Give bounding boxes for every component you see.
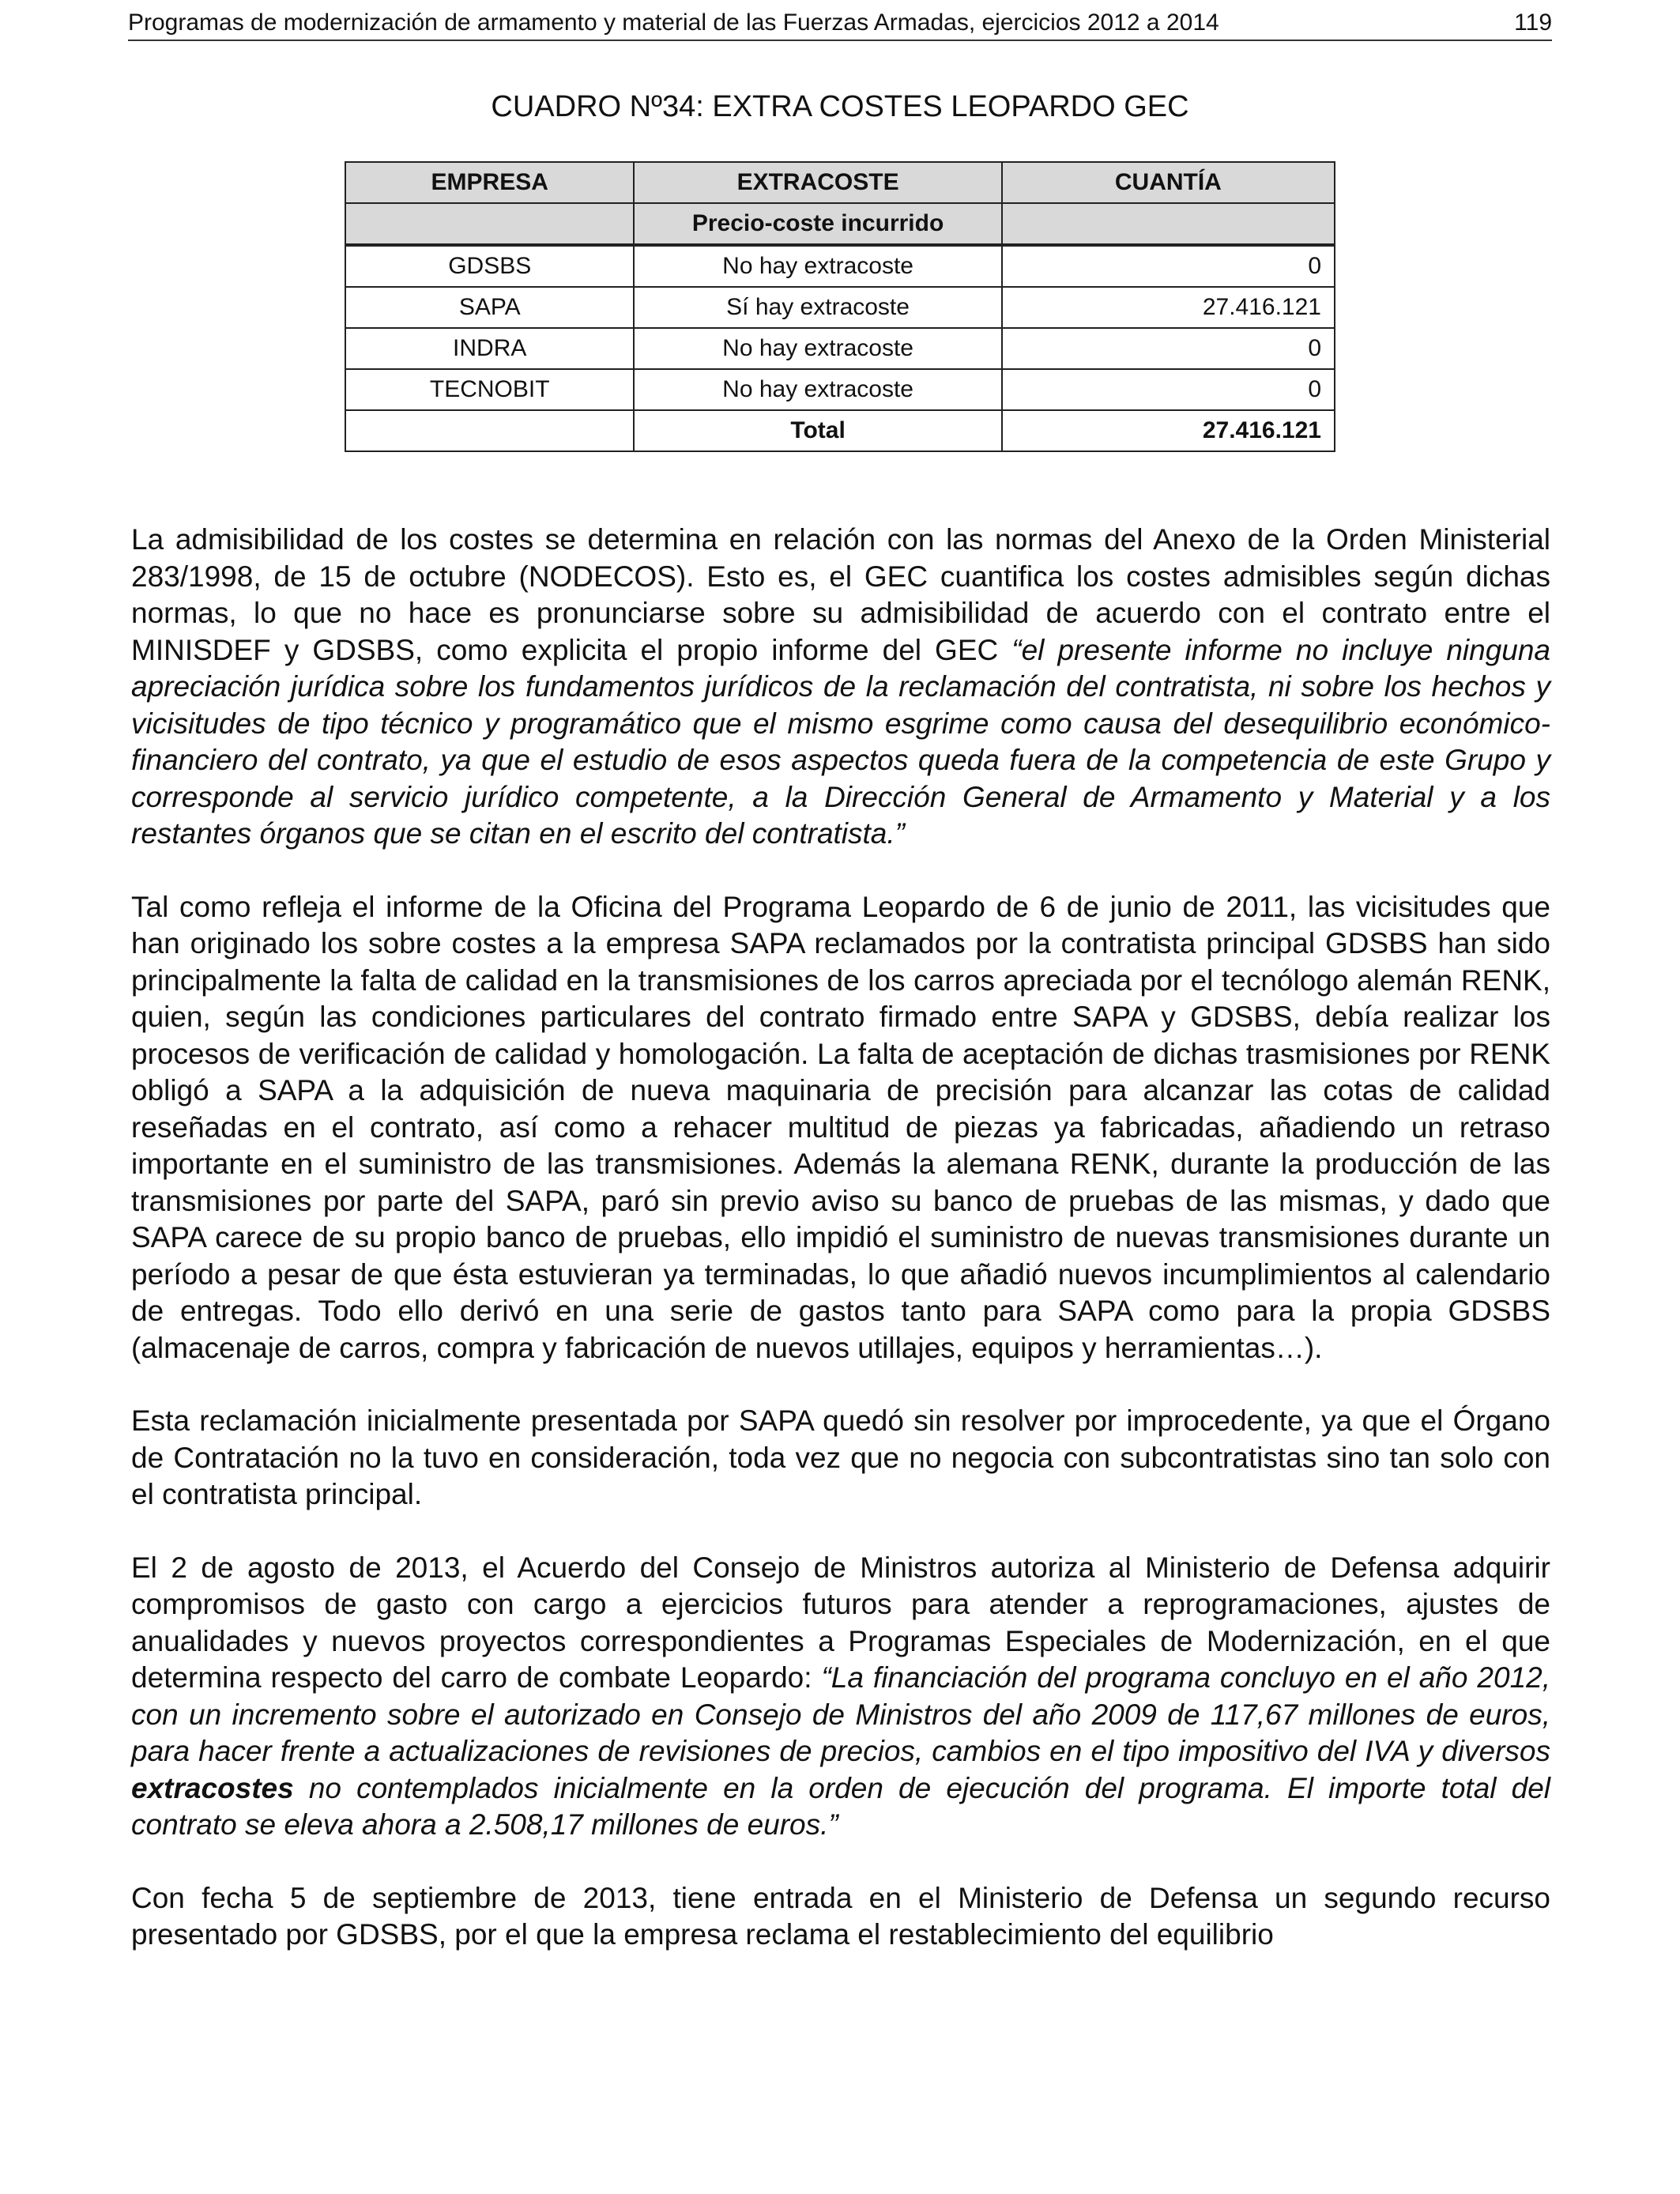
- page-header: [128, 8, 1552, 41]
- subheader-empty: [345, 203, 634, 245]
- table-total-row: [345, 410, 1335, 451]
- table-subheader-row: [345, 203, 1335, 245]
- paragraph-1: [131, 522, 1550, 853]
- cell-cuantia: 0: [1002, 369, 1335, 410]
- column-header-empresa: EMPRESA: [345, 162, 634, 203]
- column-header-extracoste: EXTRACOSTE: [634, 162, 1001, 203]
- paragraph-4: [131, 1550, 1550, 1844]
- subheader-empty: [1002, 203, 1335, 245]
- cell-extracoste: No hay extracoste: [634, 369, 1001, 410]
- cell-cuantia: 0: [1002, 245, 1335, 287]
- paragraph-4-emphasis: extracostes: [131, 1771, 294, 1804]
- table-row: [345, 328, 1335, 369]
- subheader-precio-coste: Precio-coste incurrido: [634, 203, 1001, 245]
- paragraph-4-text: El 2 de agosto de 2013, el Acuerdo del Consejo de Ministros autoriza al Ministerio de Defensa adquirir compromisos de gasto con cargo a ejercicios futuros para atender a reprogramaciones, ajustes de anualidades y nuevos proyectos correspondientes a Programas Especiales de Modernización, en el que determina respecto del carro de combate Leopardo:: [131, 1551, 1550, 1694]
- table-row: [345, 245, 1335, 287]
- paragraph-1-quote: “el presente informe no incluye ninguna apreciación jurídica sobre los fundamentos jurídicos de la reclamación del contratista, ni sobre los hechos y vicisitudes de tipo técnico y programático que el mismo esgrime como causa del desequilibrio económico-financiero del contrato, ya que el estudio de esos aspectos queda fuera de la competencia de este Grupo y corresponde al servicio jurídico competente, a la Dirección General de Armamento y Material y a los restantes órganos que se citan en el escrito del contratista.”: [131, 633, 1551, 850]
- total-label: Total: [634, 410, 1001, 451]
- table-caption: CUADRO Nº34: EXTRA COSTES LEOPARDO GEC: [491, 90, 1189, 123]
- cell-empresa: GDSBS: [345, 245, 634, 287]
- cell-extracoste: Sí hay extracoste: [634, 287, 1001, 328]
- cell-empresa: SAPA: [345, 287, 634, 328]
- paragraph-4-quote-a: “La financiación del programa concluyo en el año 2012, con un incremento sobre el autorizado en Consejo de Ministros del año 2009 de 117,67 millones de euros, para hacer frente a actualizaciones de revisiones de precios, cambios en el tipo impositivo del IVA y diversos: [131, 1661, 1550, 1767]
- cell-extracoste: No hay extracoste: [634, 245, 1001, 287]
- cell-cuantia: 0: [1002, 328, 1335, 369]
- cell-total-empty: [345, 410, 634, 451]
- page-number: 119: [1514, 9, 1552, 36]
- total-value: 27.416.121: [1002, 410, 1335, 451]
- paragraph-4-quote-b: no contemplados inicialmente en la orden de ejecución del programa. El importe total del contrato se eleva ahora a 2.508,17 millones de euros.”: [131, 1771, 1550, 1841]
- cell-extracoste: No hay extracoste: [634, 328, 1001, 369]
- cell-cuantia: 27.416.121: [1002, 287, 1335, 328]
- header-title: Programas de modernización de armamento y material de las Fuerzas Armadas, ejercicios 2012 a 2014: [128, 9, 1219, 36]
- table-header-row: [345, 162, 1335, 203]
- extra-costs-table: [345, 161, 1335, 452]
- table-row: [345, 369, 1335, 410]
- body-text: [131, 522, 1550, 1954]
- paragraph-2: Tal como refleja el informe de la Oficina del Programa Leopardo de 6 de junio de 2011, las vicisitudes que han originado los sobre costes a la empresa SAPA reclamados por la contratista principal GDSBS han sido principalmente la falta de calidad en la transmisiones de los carros apreciada por el tecnólogo alemán RENK, quien, según las condiciones particulares del contrato firmado entre SAPA y GDSBS, debía realizar los procesos de verificación de calidad y homologación. La falta de aceptación de dichas trasmisiones por RENK obligó a SAPA a la adquisición de nueva maquinaria de precisión para alcanzar las cotas de calidad reseñadas en el contrato, así como a rehacer multitud de piezas ya fabricadas, añadiendo un retraso importante en el suministro de las transmisiones. Además la alemana RENK, durante la producción de las transmisiones por parte del SAPA, paró sin previo aviso su banco de pruebas de las mismas, y dado que SAPA carece de su propio banco de pruebas, ello impidió el suministro de nuevas transmisiones durante un período a pesar de que ésta estuvieran ya terminadas, lo que añadió nuevos incumplimientos al calendario de entregas. Todo ello derivó en una serie de gastos tanto para SAPA como para la propia GDSBS (almacenaje de carros, compra y fabricación de nuevos utillajes, equipos y herramientas…).: [131, 890, 1550, 1364]
- cell-empresa: TECNOBIT: [345, 369, 634, 410]
- table-row: [345, 287, 1335, 328]
- paragraph-5: Con fecha 5 de septiembre de 2013, tiene entrada en el Ministerio de Defensa un segundo recurso presentado por GDSBS, por el que la empresa reclama el restablecimiento del equilibrio: [131, 1881, 1550, 1951]
- cell-empresa: INDRA: [345, 328, 634, 369]
- column-header-cuantia: CUANTÍA: [1002, 162, 1335, 203]
- paragraph-1-text: La admisibilidad de los costes se determina en relación con las normas del Anexo de la Orden Ministerial 283/1998, de 15 de octubre (NODECOS). Esto es, el GEC cuantifica los costes admisibles según dichas normas, lo que no hace es pronunciarse sobre su admisibilidad de acuerdo con el contrato entre el MINISDEF y GDSBS, como explicita el propio informe del GEC: [131, 523, 1550, 666]
- paragraph-3: Esta reclamación inicialmente presentada por SAPA quedó sin resolver por improcedente, ya que el Órgano de Contratación no la tuvo en consideración, toda vez que no negocia con subcontratistas sino tan solo con el contratista principal.: [131, 1404, 1550, 1510]
